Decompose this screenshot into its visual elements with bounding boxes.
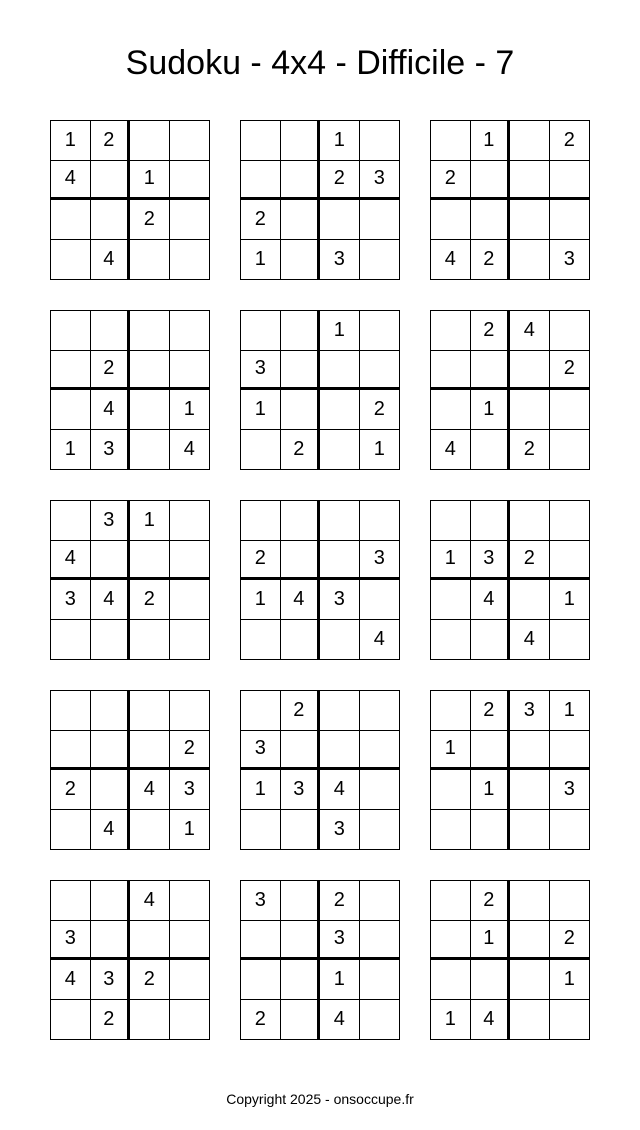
sudoku-cell: [241, 311, 281, 351]
sudoku-cell: 4: [373, 627, 385, 650]
sudoku-cell: [130, 351, 170, 391]
sudoku-cell: 4: [183, 437, 195, 460]
sudoku-cell: [281, 161, 321, 201]
sudoku-cell: [130, 541, 170, 581]
sudoku-cell: [281, 620, 321, 660]
sudoku-cell: [130, 390, 170, 430]
sudoku-cell: 2: [51, 770, 91, 810]
sudoku-cell: [241, 121, 281, 161]
sudoku-cell: [550, 390, 590, 430]
sudoku-cell: [320, 731, 360, 771]
sudoku-cell: 4: [471, 580, 511, 620]
sudoku-cell: [550, 200, 590, 240]
sudoku-cell: [130, 620, 170, 660]
sudoku-cell: 3: [320, 240, 360, 280]
sudoku-cell: [130, 121, 170, 161]
sudoku-cell: [510, 580, 550, 620]
sudoku-cell: 1: [471, 121, 511, 161]
sudoku-cell: 3: [91, 960, 131, 1000]
sudoku-cell: [510, 240, 550, 280]
sudoku-cell: 3: [241, 881, 281, 921]
sudoku-cell: [550, 810, 590, 850]
sudoku-grid: [430, 880, 590, 1040]
sudoku-cell: [130, 691, 170, 731]
sudoku-cell: 2: [471, 240, 511, 280]
sudoku-cell: 1: [183, 817, 195, 840]
sudoku-cell: [281, 1000, 321, 1040]
sudoku-cell: [51, 731, 91, 771]
sudoku-cell: [471, 501, 511, 541]
sudoku-cell: 1: [550, 960, 590, 1000]
sudoku-cell: [241, 161, 281, 201]
sudoku-cell: 3: [170, 770, 210, 810]
sudoku-cell: [170, 881, 210, 921]
sudoku-cell: 2: [130, 200, 170, 240]
sudoku-cell: [130, 731, 170, 771]
sudoku-cell: 1: [241, 580, 281, 620]
sudoku-cell: 1: [130, 501, 170, 541]
sudoku-cell: 4: [91, 580, 131, 620]
sudoku-cell: [281, 351, 321, 391]
sudoku-cell: 2: [130, 580, 170, 620]
sudoku-cell: 1: [51, 430, 91, 470]
sudoku-cell: [320, 620, 360, 660]
sudoku-cell: [360, 200, 400, 240]
sudoku-cell: [320, 390, 360, 430]
sudoku-cell: [241, 960, 281, 1000]
sudoku-cell: [471, 161, 511, 201]
sudoku-cell: 4: [510, 311, 550, 351]
sudoku-cell: [510, 1000, 550, 1040]
sudoku-grid: [430, 500, 590, 660]
sudoku-cell: [51, 620, 91, 660]
sudoku-cell: 2: [241, 1000, 281, 1040]
sudoku-cell: 1: [320, 960, 360, 1000]
sudoku-cell: [431, 921, 471, 961]
sudoku-cell: [170, 501, 210, 541]
sudoku-cell: [91, 691, 131, 731]
sudoku-grid: [50, 310, 210, 470]
sudoku-cell: [130, 1000, 170, 1040]
sudoku-cell: [510, 200, 550, 240]
sudoku-cell: 3: [241, 731, 281, 771]
sudoku-cell: [510, 881, 550, 921]
sudoku-cell: [320, 430, 360, 470]
sudoku-cell: [360, 881, 400, 921]
sudoku-cell: [281, 200, 321, 240]
sudoku-cell: [130, 921, 170, 961]
sudoku-grid: [50, 690, 210, 850]
sudoku-cell: [51, 200, 91, 240]
sudoku-cell: [51, 351, 91, 391]
sudoku-cell: 3: [281, 770, 321, 810]
sudoku-cell: 4: [510, 620, 550, 660]
sudoku-cell: 2: [471, 311, 511, 351]
sudoku-cell: [170, 351, 210, 391]
sudoku-cell: 2: [281, 691, 321, 731]
sudoku-cell: [51, 501, 91, 541]
sudoku-cell: [510, 390, 550, 430]
sudoku-cell: 2: [130, 960, 170, 1000]
sudoku-cell: 1: [51, 121, 91, 161]
sudoku-cell: [471, 960, 511, 1000]
sudoku-cell: [471, 731, 511, 771]
sudoku-cell: [281, 921, 321, 961]
sudoku-cell: 1: [320, 121, 360, 161]
sudoku-grid: [240, 690, 400, 850]
sudoku-cell: [550, 430, 590, 470]
sudoku-cell: [51, 691, 91, 731]
sudoku-cell: [170, 240, 210, 280]
sudoku-cell: [281, 390, 321, 430]
sudoku-cell: [550, 161, 590, 201]
sudoku-cell: [51, 240, 91, 280]
sudoku-cell: [550, 501, 590, 541]
sudoku-cell: [170, 311, 210, 351]
sudoku-cell: [51, 810, 91, 850]
sudoku-grid: [430, 310, 590, 470]
sudoku-cell: 1: [320, 311, 360, 351]
sudoku-cell: 2: [550, 121, 590, 161]
sudoku-cell: [431, 810, 471, 850]
sudoku-cell: 2: [431, 161, 471, 201]
sudoku-cell: [51, 311, 91, 351]
sudoku-cell: 1: [550, 691, 590, 731]
sudoku-cell: [281, 810, 321, 850]
sudoku-grid: [240, 120, 400, 280]
sudoku-cell: 3: [563, 247, 575, 270]
sudoku-cell: [241, 921, 281, 961]
sudoku-cell: [431, 770, 471, 810]
sudoku-cell: [91, 200, 131, 240]
sudoku-cell: [281, 121, 321, 161]
sudoku-cell: [471, 810, 511, 850]
sudoku-cell: 3: [51, 921, 91, 961]
sudoku-cell: [170, 580, 210, 620]
sudoku-cell: [281, 501, 321, 541]
sudoku-cell: [320, 200, 360, 240]
sudoku-cell: [281, 311, 321, 351]
sudoku-cell: [471, 430, 511, 470]
sudoku-cell: 4: [51, 541, 91, 581]
sudoku-cell: 3: [360, 161, 400, 201]
page-title: Sudoku - 4x4 - Difficile - 7: [125, 44, 515, 82]
sudoku-cell: 1: [471, 390, 511, 430]
sudoku-cell: [510, 161, 550, 201]
sudoku-cell: 4: [431, 430, 471, 470]
sudoku-cell: [130, 810, 170, 850]
sudoku-cell: [51, 881, 91, 921]
sudoku-grid: [240, 500, 400, 660]
sudoku-grid: [50, 120, 210, 280]
sudoku-cell: [170, 960, 210, 1000]
sudoku-cell: 2: [320, 161, 360, 201]
sudoku-cell: 4: [91, 240, 131, 280]
sudoku-cell: [170, 1000, 210, 1040]
sudoku-cell: [431, 351, 471, 391]
sudoku-cell: 1: [471, 770, 511, 810]
sudoku-grid: [430, 690, 590, 850]
sudoku-cell: [431, 200, 471, 240]
sudoku-cell: [360, 240, 400, 280]
sudoku-cell: [130, 430, 170, 470]
sudoku-cell: 1: [373, 437, 385, 460]
sudoku-cell: 2: [510, 541, 550, 581]
sudoku-cell: 2: [471, 881, 511, 921]
sudoku-cell: [431, 121, 471, 161]
sudoku-cell: [360, 351, 400, 391]
sudoku-cell: 1: [241, 390, 281, 430]
sudoku-cell: [91, 881, 131, 921]
sudoku-cell: [51, 390, 91, 430]
sudoku-cell: [431, 691, 471, 731]
sudoku-cell: 1: [431, 541, 471, 581]
sudoku-cell: 2: [170, 731, 210, 771]
sudoku-cell: 1: [431, 731, 471, 771]
sudoku-cell: 4: [320, 1000, 360, 1040]
sudoku-cell: [91, 921, 131, 961]
sudoku-cell: [431, 390, 471, 430]
sudoku-cell: [320, 351, 360, 391]
sudoku-cell: [471, 351, 511, 391]
sudoku-cell: [431, 501, 471, 541]
sudoku-cell: [91, 311, 131, 351]
sudoku-cell: [320, 691, 360, 731]
sudoku-cell: 4: [320, 770, 360, 810]
sudoku-cell: 3: [471, 541, 511, 581]
sudoku-cell: 4: [51, 161, 91, 201]
sudoku-cell: [170, 691, 210, 731]
sudoku-cell: 2: [320, 881, 360, 921]
sudoku-cell: [241, 430, 281, 470]
sudoku-grid: [50, 880, 210, 1040]
sudoku-cell: [510, 921, 550, 961]
sudoku-cell: [550, 731, 590, 771]
sudoku-cell: [91, 161, 131, 201]
sudoku-cell: [471, 620, 511, 660]
sudoku-cell: [360, 311, 400, 351]
sudoku-grid: [240, 310, 400, 470]
sudoku-cell: 1: [170, 390, 210, 430]
sudoku-cell: [281, 731, 321, 771]
sudoku-cell: [360, 1000, 400, 1040]
sudoku-cell: [510, 810, 550, 850]
sudoku-cell: [510, 960, 550, 1000]
sudoku-cell: [550, 1000, 590, 1040]
sudoku-cell: [550, 541, 590, 581]
sudoku-cell: [360, 770, 400, 810]
sudoku-cell: [360, 691, 400, 731]
sudoku-cell: 3: [320, 580, 360, 620]
sudoku-cell: 2: [471, 691, 511, 731]
sudoku-cell: [550, 311, 590, 351]
sudoku-cell: 4: [91, 810, 131, 850]
sudoku-grid: [430, 120, 590, 280]
sudoku-cell: [510, 351, 550, 391]
sudoku-cell: [241, 691, 281, 731]
sudoku-cell: [431, 311, 471, 351]
sudoku-cell: [320, 541, 360, 581]
sudoku-cell: [91, 541, 131, 581]
sudoku-cell: [360, 121, 400, 161]
sudoku-cell: 2: [91, 1000, 131, 1040]
sudoku-cell: [170, 541, 210, 581]
sudoku-cell: 1: [130, 161, 170, 201]
sudoku-cell: [360, 810, 400, 850]
sudoku-cell: 2: [550, 351, 590, 391]
sudoku-cell: 3: [320, 921, 360, 961]
sudoku-cell: [281, 881, 321, 921]
sudoku-cell: [471, 200, 511, 240]
sudoku-cell: [510, 731, 550, 771]
copyright-footer: Copyright 2025 - onsoccupe.fr: [226, 1091, 414, 1107]
sudoku-cell: 2: [241, 541, 281, 581]
sudoku-cell: 3: [320, 810, 360, 850]
sudoku-cell: 4: [130, 770, 170, 810]
sudoku-cell: [130, 311, 170, 351]
sudoku-cell: [91, 620, 131, 660]
sudoku-cell: [170, 200, 210, 240]
sudoku-cell: 4: [51, 960, 91, 1000]
sudoku-cell: 1: [241, 770, 281, 810]
sudoku-cell: [91, 731, 131, 771]
sudoku-cell: 2: [91, 121, 131, 161]
sudoku-cell: [130, 240, 170, 280]
sudoku-cell: 2: [241, 200, 281, 240]
sudoku-cell: 4: [130, 881, 170, 921]
sudoku-cell: 4: [91, 390, 131, 430]
sudoku-cell: [360, 580, 400, 620]
sudoku-cell: [241, 620, 281, 660]
sudoku-cell: 1: [431, 1000, 471, 1040]
sudoku-cell: 2: [360, 390, 400, 430]
sudoku-cell: [281, 240, 321, 280]
sudoku-cell: [550, 620, 590, 660]
sudoku-cell: 3: [51, 580, 91, 620]
sudoku-cell: [51, 1000, 91, 1040]
sudoku-cell: 4: [471, 1000, 511, 1040]
sudoku-cell: [431, 620, 471, 660]
sudoku-cell: [431, 580, 471, 620]
sudoku-cell: 2: [91, 351, 131, 391]
sudoku-cell: [360, 731, 400, 771]
sudoku-cell: 3: [510, 691, 550, 731]
sudoku-cell: [281, 541, 321, 581]
sudoku-cell: 3: [360, 541, 400, 581]
sudoku-cell: 1: [550, 580, 590, 620]
sudoku-cell: [510, 501, 550, 541]
sudoku-cell: [360, 960, 400, 1000]
sudoku-cell: 2: [550, 921, 590, 961]
sudoku-cell: 1: [241, 240, 281, 280]
sudoku-cell: [91, 770, 131, 810]
sudoku-cell: [170, 921, 210, 961]
sudoku-cell: [170, 121, 210, 161]
sudoku-cell: [281, 960, 321, 1000]
sudoku-cell: 1: [471, 921, 511, 961]
sudoku-cell: [431, 881, 471, 921]
sudoku-cell: 3: [91, 501, 131, 541]
sudoku-cell: 2: [510, 430, 550, 470]
sudoku-cell: [360, 921, 400, 961]
sudoku-cell: 4: [431, 240, 471, 280]
sudoku-cell: 4: [281, 580, 321, 620]
sudoku-cell: [550, 881, 590, 921]
sudoku-cell: [360, 501, 400, 541]
sudoku-cell: [431, 960, 471, 1000]
sudoku-cell: [510, 770, 550, 810]
sudoku-cell: 3: [91, 430, 131, 470]
sudoku-cell: [241, 501, 281, 541]
sudoku-cell: 3: [550, 770, 590, 810]
sudoku-cell: [170, 620, 210, 660]
sudoku-grid: [50, 500, 210, 660]
sudoku-cell: [241, 810, 281, 850]
sudoku-cell: 3: [241, 351, 281, 391]
sudoku-cell: [170, 161, 210, 201]
sudoku-cell: 2: [281, 430, 321, 470]
sudoku-grid: [240, 880, 400, 1040]
sudoku-cell: [510, 121, 550, 161]
sudoku-cell: [320, 501, 360, 541]
